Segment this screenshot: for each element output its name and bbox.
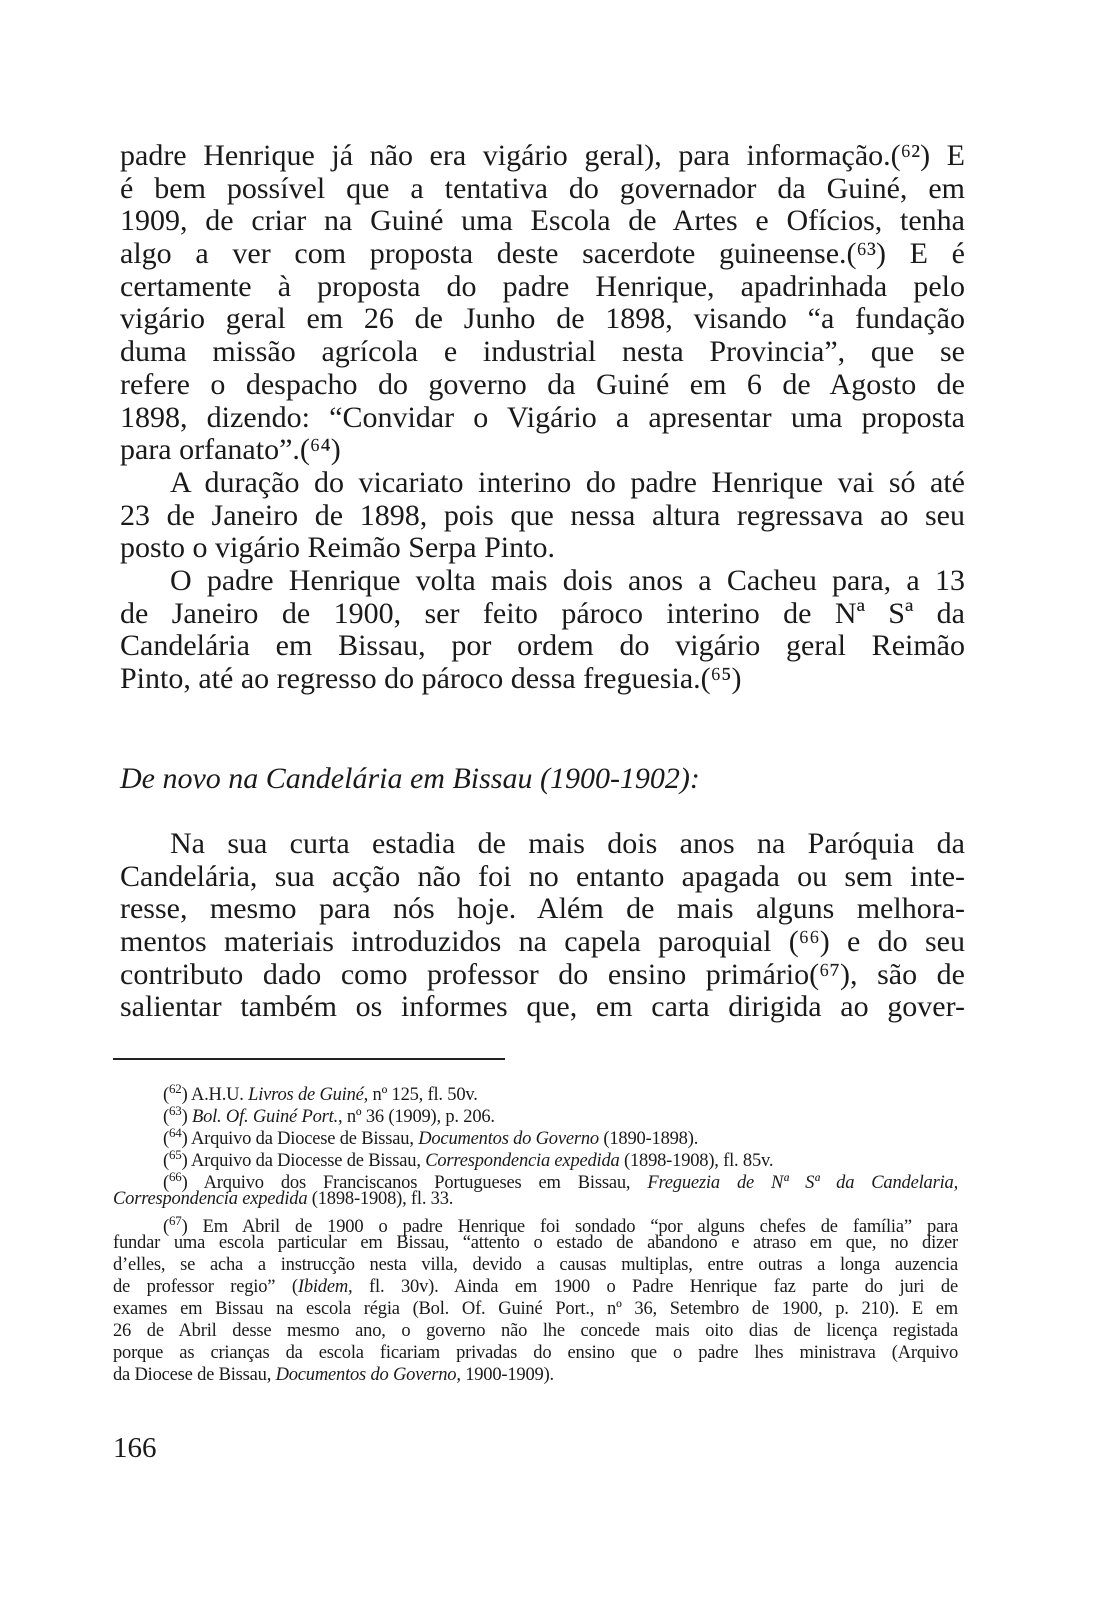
paragraph [120, 140, 965, 467]
footnote-text: , nº 125, fl. 50v. [363, 1085, 478, 1106]
text-line: certamente à proposta do padre Henrique, apadrinhada pelo [120, 269, 965, 303]
footnote-text: da Diocese de Bissau, [113, 1365, 276, 1385]
text-line: duma missão agrícola e industrial nesta Provincia”, que se [120, 335, 965, 369]
footnotes [113, 1078, 958, 1386]
footnote [113, 1122, 958, 1150]
body-text-top [120, 140, 965, 696]
text-line: é bem possível que a tentativa do governador da Guiné, em [120, 171, 965, 205]
footnote-number: 65 [168, 1147, 182, 1162]
text-line: para orfanato”.(⁶⁴) [120, 433, 341, 467]
footnote-line [113, 1320, 958, 1342]
paragraph [120, 467, 965, 565]
footnote-line [113, 1254, 958, 1276]
footnote-number: 62 [168, 1081, 182, 1096]
text-line: Candelária, sua acção não foi no entanto apagada ou sem inte- [120, 859, 965, 893]
footnote-number: 66 [168, 1169, 182, 1184]
text-line: padre Henrique já não era vigário geral), para informação.(⁶²) E [120, 139, 965, 172]
text-line: 1898, dizendo: “Convidar o Vigário a apresentar uma proposta [120, 400, 965, 434]
paragraph [120, 828, 965, 1024]
footnote [113, 1078, 958, 1106]
footnote-text: Arquivo da Diocesse de Bissau, [190, 1151, 426, 1172]
footnote [113, 1166, 958, 1210]
footnote-italic-text: Livros de Guiné [248, 1085, 364, 1106]
footnote-text: exames em Bissau na escola régia (Bol. Of. Guiné Port., nº 36, Setembro de 1900, p. 210). E em [113, 1299, 958, 1319]
footnote-text: 1900-1909). [460, 1365, 554, 1385]
text-line: vigário geral em 26 de Junho de 1898, visando “a fundação [120, 302, 965, 336]
text-line: 1909, de criar na Guiné uma Escola de Artes e Ofícios, tenha [120, 204, 965, 238]
body-text-section [120, 828, 965, 1024]
section-heading: De novo na Candelária em Bissau (1900-1902): [120, 762, 700, 795]
footnote-line [113, 1342, 958, 1364]
footnote [113, 1144, 958, 1172]
footnote-text: A.H.U. [190, 1085, 249, 1106]
text-line: posto o vigário Reimão Serpa Pinto. [120, 531, 555, 565]
footnote-line: ($^{63}$) Bol. Of. Guiné Port., nº 36 (1909), p. 206. [163, 1103, 495, 1128]
footnote-italic-text: Bol. Of. Guiné Port. [191, 1107, 339, 1128]
footnote-line: ($^{64}$) Arquivo da Diocese de Bissau, Documentos do Governo (1890-1898). [163, 1125, 699, 1150]
footnote-text: Arquivo da Diocese de Bissau, [190, 1129, 419, 1150]
text-line: algo a ver com proposta deste sacerdote guineense.(⁶³) E é [120, 237, 965, 271]
footnote [113, 1210, 958, 1386]
footnote-divider [113, 1058, 505, 1060]
text-line: mentos materiais introduzidos na capela paroquial (⁶⁶) e do seu [120, 925, 965, 959]
footnote-line: ($^{62}$) A.H.U. Livros de Guiné, nº 125, fl. 50v. [163, 1081, 478, 1106]
footnote-number: 63 [168, 1103, 182, 1118]
text-line: de Janeiro de 1900, ser feito pároco interino de Nª Sª da [120, 596, 965, 630]
footnote [113, 1100, 958, 1128]
footnote-line [113, 1276, 958, 1298]
paragraph [120, 565, 965, 696]
footnote-text: , nº 36 (1909), p. 206. [338, 1107, 495, 1128]
footnote-text: (1890-1898). [598, 1129, 699, 1150]
text-line: salientar também os informes que, em carta dirigida ao gover- [120, 990, 965, 1024]
page-number: 166 [113, 1432, 157, 1464]
text-line: O padre Henrique volta mais dois anos a Cacheu para, a 13 [170, 563, 965, 597]
footnote-text: (1898-1908), fl. 85v. [619, 1151, 774, 1172]
footnote-italic-text: Documentos do Governo, [275, 1365, 461, 1385]
footnote-number: 64 [168, 1125, 182, 1140]
footnote-line: ($^{65}$) Arquivo da Diocesse de Bissau, Correspondencia expedida (1898-1908), fl. 85v. [163, 1147, 774, 1172]
footnote-italic-text: Correspondencia expedida [425, 1151, 620, 1172]
footnote-italic-text: Documentos do Governo [418, 1129, 599, 1150]
footnote-text: (1898-1908), fl. 33. [307, 1189, 454, 1209]
footnote-text: porque as crianças da escola ficariam privadas do ensino que o padre lhes ministrava (Arquivo [113, 1343, 958, 1363]
footnote-line: ($^{66}$) Arquivo dos Franciscanos Portugueses em Bissau, Freguezia de Nª Sª da Candelaria, [163, 1169, 958, 1194]
footnote-text: de professor regio” ( [113, 1277, 298, 1297]
footnote-line [113, 1364, 958, 1386]
footnote-line [113, 1298, 958, 1320]
text-line: resse, mesmo para nós hoje. Além de mais alguns melhora- [120, 892, 965, 926]
text-line: contributo dado como professor do ensino primário(⁶⁷), são de [120, 957, 965, 991]
footnote-italic-text: Ibidem, [297, 1277, 353, 1297]
text-line: A duração do vicariato interino do padre Henrique vai só até [170, 465, 965, 499]
footnote-italic-text: Correspondencia expedida [113, 1189, 308, 1209]
footnote-line: ($^{67}$) Em Abril de 1900 o padre Henrique foi sondado “por alguns chefes de família” para [163, 1213, 958, 1238]
footnote-text: fundar uma escola particular em Bissau, “attento o estado de abandono e atraso em que, no dizer [113, 1233, 958, 1253]
footnote-text: Arquivo dos Franciscanos Portugueses em Bissau, [203, 1173, 648, 1194]
text-line: 23 de Janeiro de 1898, pois que nessa altura regressava ao seu [120, 498, 965, 532]
text-line: Na sua curta estadia de mais dois anos na Paróquia da [170, 827, 965, 860]
footnote-number: 67 [168, 1213, 182, 1228]
footnote-line [113, 1232, 958, 1254]
footnote-text: d’elles, se acha a instrucção nesta villa, devido a causas multiplas, entre outras a longa auzencia [113, 1255, 958, 1275]
text-line: Candelária em Bissau, por ordem do vigário geral Reimão [120, 629, 965, 663]
footnote-italic-text: Freguezia de Nª Sª da Candelaria, [647, 1173, 958, 1194]
text-line: Pinto, até ao regresso do pároco dessa freguesia.(⁶⁵) [120, 662, 742, 695]
footnote-text: Em Abril de 1900 o padre Henrique foi sondado “por alguns chefes de família” para [202, 1217, 958, 1238]
footnote-text: fl. 30v). Ainda em 1900 o Padre Henrique faz parte do juri de [352, 1277, 958, 1297]
text-line: refere o despacho do governo da Guiné em 6 de Agosto de [120, 367, 965, 401]
footnote-text: 26 de Abril desse mesmo ano, o governo não lhe concede mais oito dias de licença registada [113, 1321, 958, 1341]
